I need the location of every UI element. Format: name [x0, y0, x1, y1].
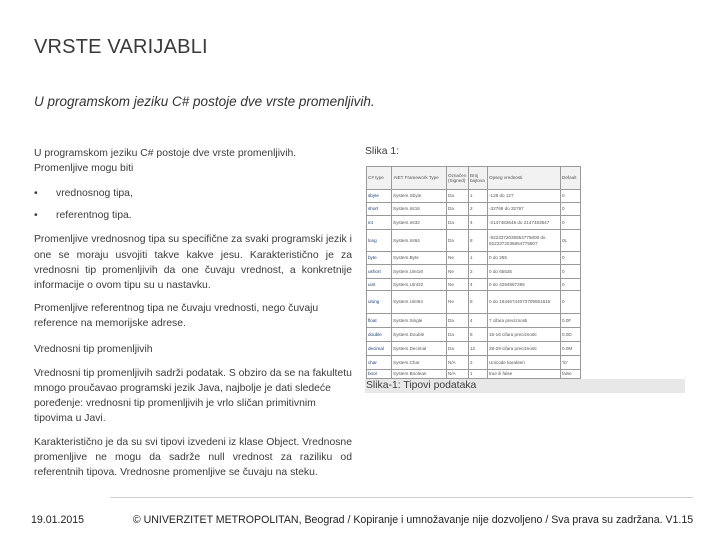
table-cell: System.Sbyte	[392, 190, 447, 203]
table-header-row	[367, 167, 581, 190]
table-cell: decimal	[367, 342, 392, 356]
table-cell: Da	[447, 328, 469, 342]
table-cell: uint	[367, 279, 392, 291]
table-row	[367, 216, 581, 230]
slide-subtitle: U programskom jeziku C# postoje dve vrste promenljivih.	[34, 94, 375, 109]
table-cell: '\0'	[561, 356, 581, 370]
table-cell: Ne	[447, 265, 469, 279]
table-cell: -128 do 127	[488, 190, 561, 203]
table-cell: 28-29 cifara preciznosti	[488, 342, 561, 356]
slide-title: VRSTE VARIJABLI	[34, 36, 208, 58]
table-cell: 0	[561, 291, 581, 314]
table-cell: false	[561, 370, 581, 379]
table-cell: true ili false	[488, 370, 561, 379]
table-cell: bool	[367, 370, 392, 379]
table-cell: 0.0D	[561, 328, 581, 342]
table-cell: System.Int64	[392, 230, 447, 252]
bullet-mark: •	[34, 187, 38, 199]
intro-line-1: U programskom jeziku C# postoje dve vrste promenljivih.	[34, 148, 297, 159]
table-cell: System.Single	[392, 314, 447, 328]
table-cell: 0	[561, 190, 581, 203]
table-cell: Da	[447, 230, 469, 252]
table-cell: 0 do 18446744073709551615	[488, 291, 561, 314]
table-cell: 0 do 255	[488, 252, 561, 265]
table-cell: 4	[469, 216, 488, 230]
bullet-text: referentnog tipa.	[56, 209, 132, 221]
table-row	[367, 203, 581, 216]
table-row	[367, 190, 581, 203]
footer-divider	[110, 497, 693, 498]
table-cell: 2	[469, 356, 488, 370]
table-cell: int	[367, 216, 392, 230]
table-cell: float	[367, 314, 392, 328]
table-cell: 0L	[561, 230, 581, 252]
table-cell: Ne	[447, 279, 469, 291]
data-types-table-figure	[366, 166, 580, 379]
section-heading: Vrednosni tip promenljivih	[34, 343, 153, 355]
table-cell: Unicode karakteri	[488, 356, 561, 370]
table-cell: 1	[469, 252, 488, 265]
table-cell: Ne	[447, 252, 469, 265]
table-cell: -2147483648 do 2147483647	[488, 216, 561, 230]
table-cell: 8	[469, 230, 488, 252]
table-cell: char	[367, 356, 392, 370]
table-cell: -32768 do 32767	[488, 203, 561, 216]
table-cell: 1	[469, 190, 488, 203]
table-cell: 0	[561, 216, 581, 230]
table-cell: System.Decimal	[392, 342, 447, 356]
table-cell: System.Int16	[392, 203, 447, 216]
paragraph-value-type-detail: Vrednosni tip promenljivih sadrži podatak. S obziro da se na fakultetu mnogo proučavao programski jezik Java, najbolje je dati sledeće poređenje: vrednosni tip promenljivih je vrlo sličan primitivnim tipovima u Javi.	[34, 367, 352, 425]
paragraph-object-class: Karakteristično je da su svi tipovi izvedeni iz klase Object. Vrednosne promenljive ne mogu da sadrže null vrednost za raziliku od referentnih tipova. Vrednosne promenljive se čuvaju na steku.	[34, 436, 352, 479]
intro-line-2: Promenljive mogu biti	[34, 163, 134, 175]
table-cell: ushort	[367, 265, 392, 279]
table-row	[367, 252, 581, 265]
table-cell: Da	[447, 342, 469, 356]
table-cell: System.Char	[392, 356, 447, 370]
list-item	[34, 182, 352, 204]
table-cell: N/A	[447, 370, 469, 379]
table-cell: 0	[561, 279, 581, 291]
table-cell: N/A	[447, 356, 469, 370]
table-cell: System.Double	[392, 328, 447, 342]
table-cell: Da	[447, 216, 469, 230]
table-cell: 4	[469, 314, 488, 328]
paragraph-value-types: Promenljive vrednosnog tipa su specifične za svaki programski jezik i one se moraju usvojiti takve kakve jesu. Karakteristično je za vrednosni tip promenljivih da one čuvaju vrednost, a konkretnije informacije o ovom tipu su u nastavku.	[34, 234, 352, 292]
bullet-mark: •	[34, 209, 38, 221]
column-header: .NET Framework Type	[392, 167, 447, 190]
footer-date: 19.01.2015	[31, 514, 85, 526]
table-cell: Da	[447, 203, 469, 216]
table-cell: sbyte	[367, 190, 392, 203]
column-header: Broj bajtova	[469, 167, 488, 190]
table-cell: long	[367, 230, 392, 252]
table-cell: Ne	[447, 291, 469, 314]
bullet-text: vrednosnog tipa,	[56, 187, 133, 199]
table-cell: 2	[469, 265, 488, 279]
paragraph-reference-types: Promenljive referentnog tipa ne čuvaju vrednosti, nego čuvaju reference na memorijske adrese.	[34, 303, 319, 330]
table-cell: 1	[469, 370, 488, 379]
column-header: Označen (Signed)	[447, 167, 469, 190]
table-row	[367, 279, 581, 291]
table-cell: Da	[447, 190, 469, 203]
table-cell: 0.0M	[561, 342, 581, 356]
table-cell: Da	[447, 314, 469, 328]
column-header: Default	[561, 167, 581, 190]
column-header: C# type	[367, 167, 392, 190]
data-types-table	[366, 166, 581, 379]
table-cell: 2	[469, 203, 488, 216]
table-row	[367, 342, 581, 356]
column-header: Opseg vrednosti	[488, 167, 561, 190]
figure-caption: Slika-1: Tipovi podataka	[365, 379, 685, 393]
table-cell: short	[367, 203, 392, 216]
table-cell: double	[367, 328, 392, 342]
table-row	[367, 356, 581, 370]
table-row	[367, 230, 581, 252]
list-item	[34, 204, 352, 226]
table-cell: 0	[561, 252, 581, 265]
table-row	[367, 314, 581, 328]
table-cell: System.Uint16	[392, 265, 447, 279]
table-cell: 0	[561, 203, 581, 216]
table-cell: ulong	[367, 291, 392, 314]
table-cell: System.Uint64	[392, 291, 447, 314]
table-cell: System.UInt32	[392, 279, 447, 291]
table-cell: byte	[367, 252, 392, 265]
table-cell: 0.0F	[561, 314, 581, 328]
table-cell: 0 do 65535	[488, 265, 561, 279]
table-cell: 0	[561, 265, 581, 279]
table-cell: 8	[469, 291, 488, 314]
table-cell: 8	[469, 328, 488, 342]
table-cell: 7 cifara preciznosti	[488, 314, 561, 328]
table-cell: 0 do 4294967295	[488, 279, 561, 291]
table-row	[367, 291, 581, 314]
bullet-list	[34, 182, 352, 226]
table-cell: System.Byte	[392, 252, 447, 265]
footer-copyright: © UNIVERZITET METROPOLITAN, Beograd / Kopiranje i umnožavanje nije dozvoljeno / Sva prava su zadržana. V1.15	[132, 514, 694, 526]
figure-label: Slika 1:	[365, 146, 400, 157]
table-cell: 12	[469, 342, 488, 356]
table-cell: System.Boolean	[392, 370, 447, 379]
table-row	[367, 328, 581, 342]
table-cell: -9223372036854775808 do 9223372036854775807	[488, 230, 561, 252]
table-cell: 4	[469, 279, 488, 291]
table-row	[367, 265, 581, 279]
table-cell: System.Int32	[392, 216, 447, 230]
table-row	[367, 370, 581, 379]
left-text-column	[34, 146, 352, 480]
table-cell: 15-16 cifara preciznosti	[488, 328, 561, 342]
